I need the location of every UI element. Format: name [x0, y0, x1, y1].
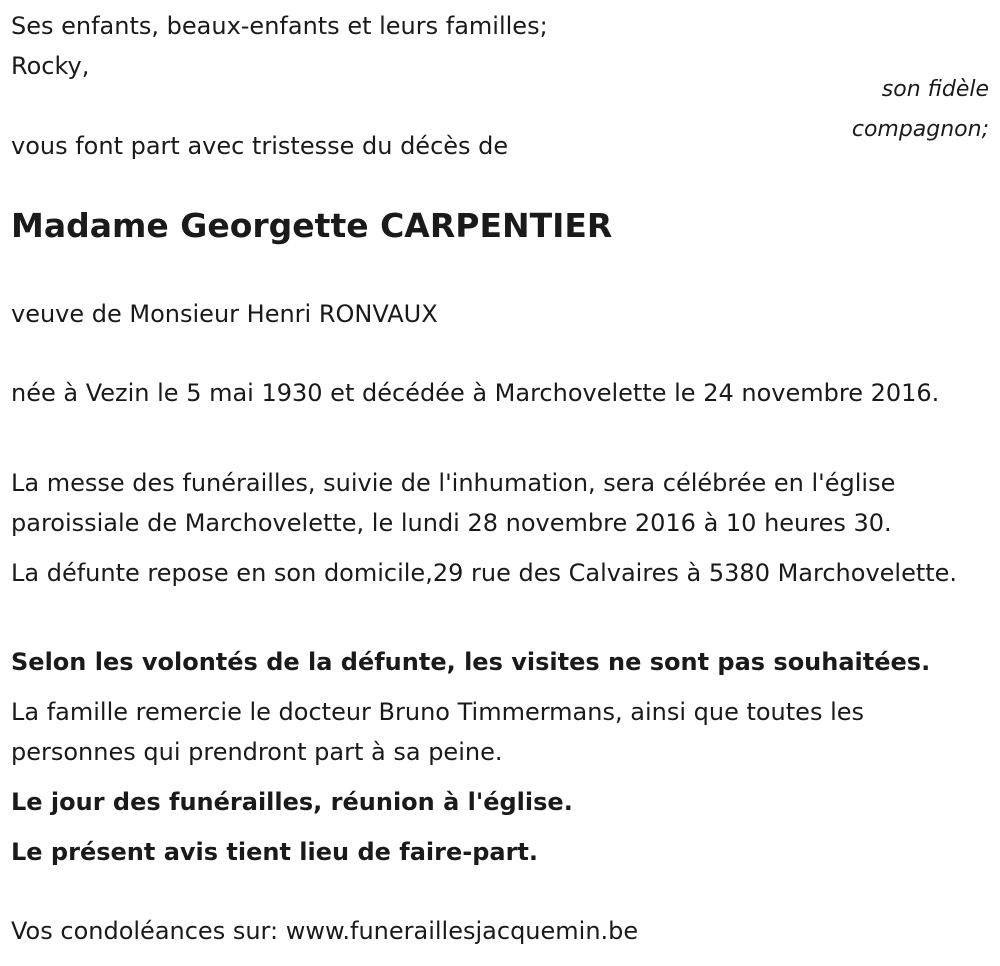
- wishes: Selon les volontés de la défunte, les visites ne sont pas souhaitées.: [11, 648, 931, 676]
- thanks: La famille remercie le docteur Bruno Timmermans, ainsi que toutes les personnes qui prendront part à sa peine.: [11, 698, 865, 766]
- announcement: vous font part avec tristesse du décès de: [11, 132, 509, 160]
- birth-death: née à Vezin le 5 mai 1930 et décédée à Marchovelette le 24 novembre 2016.: [11, 379, 940, 407]
- pet-name: Rocky,: [11, 52, 90, 80]
- meeting: Le jour des funérailles, réunion à l'église.: [11, 788, 573, 816]
- widow-of: veuve de Monsieur Henri RONVAUX: [11, 300, 438, 328]
- family-line: Ses enfants, beaux-enfants et leurs familles;: [11, 12, 548, 40]
- companion-line-2: compagnon;: [851, 117, 989, 142]
- companion-line-1: son fidèle: [881, 77, 989, 102]
- rest-place: La défunte repose en son domicile,29 rue des Calvaires à 5380 Marchovelette.: [11, 559, 958, 587]
- deceased-name: Madame Georgette CARPENTIER: [11, 206, 613, 245]
- notice: Le présent avis tient lieu de faire-part.: [11, 838, 539, 866]
- condolences: Vos condoléances sur: www.funeraillesjacquemin.be: [11, 917, 639, 945]
- funeral-mass: La messe des funérailles, suivie de l'inhumation, sera célébrée en l'église paroissiale de Marchovelette, le lundi 28 novembre 2016 à 10 heures 30.: [11, 469, 896, 537]
